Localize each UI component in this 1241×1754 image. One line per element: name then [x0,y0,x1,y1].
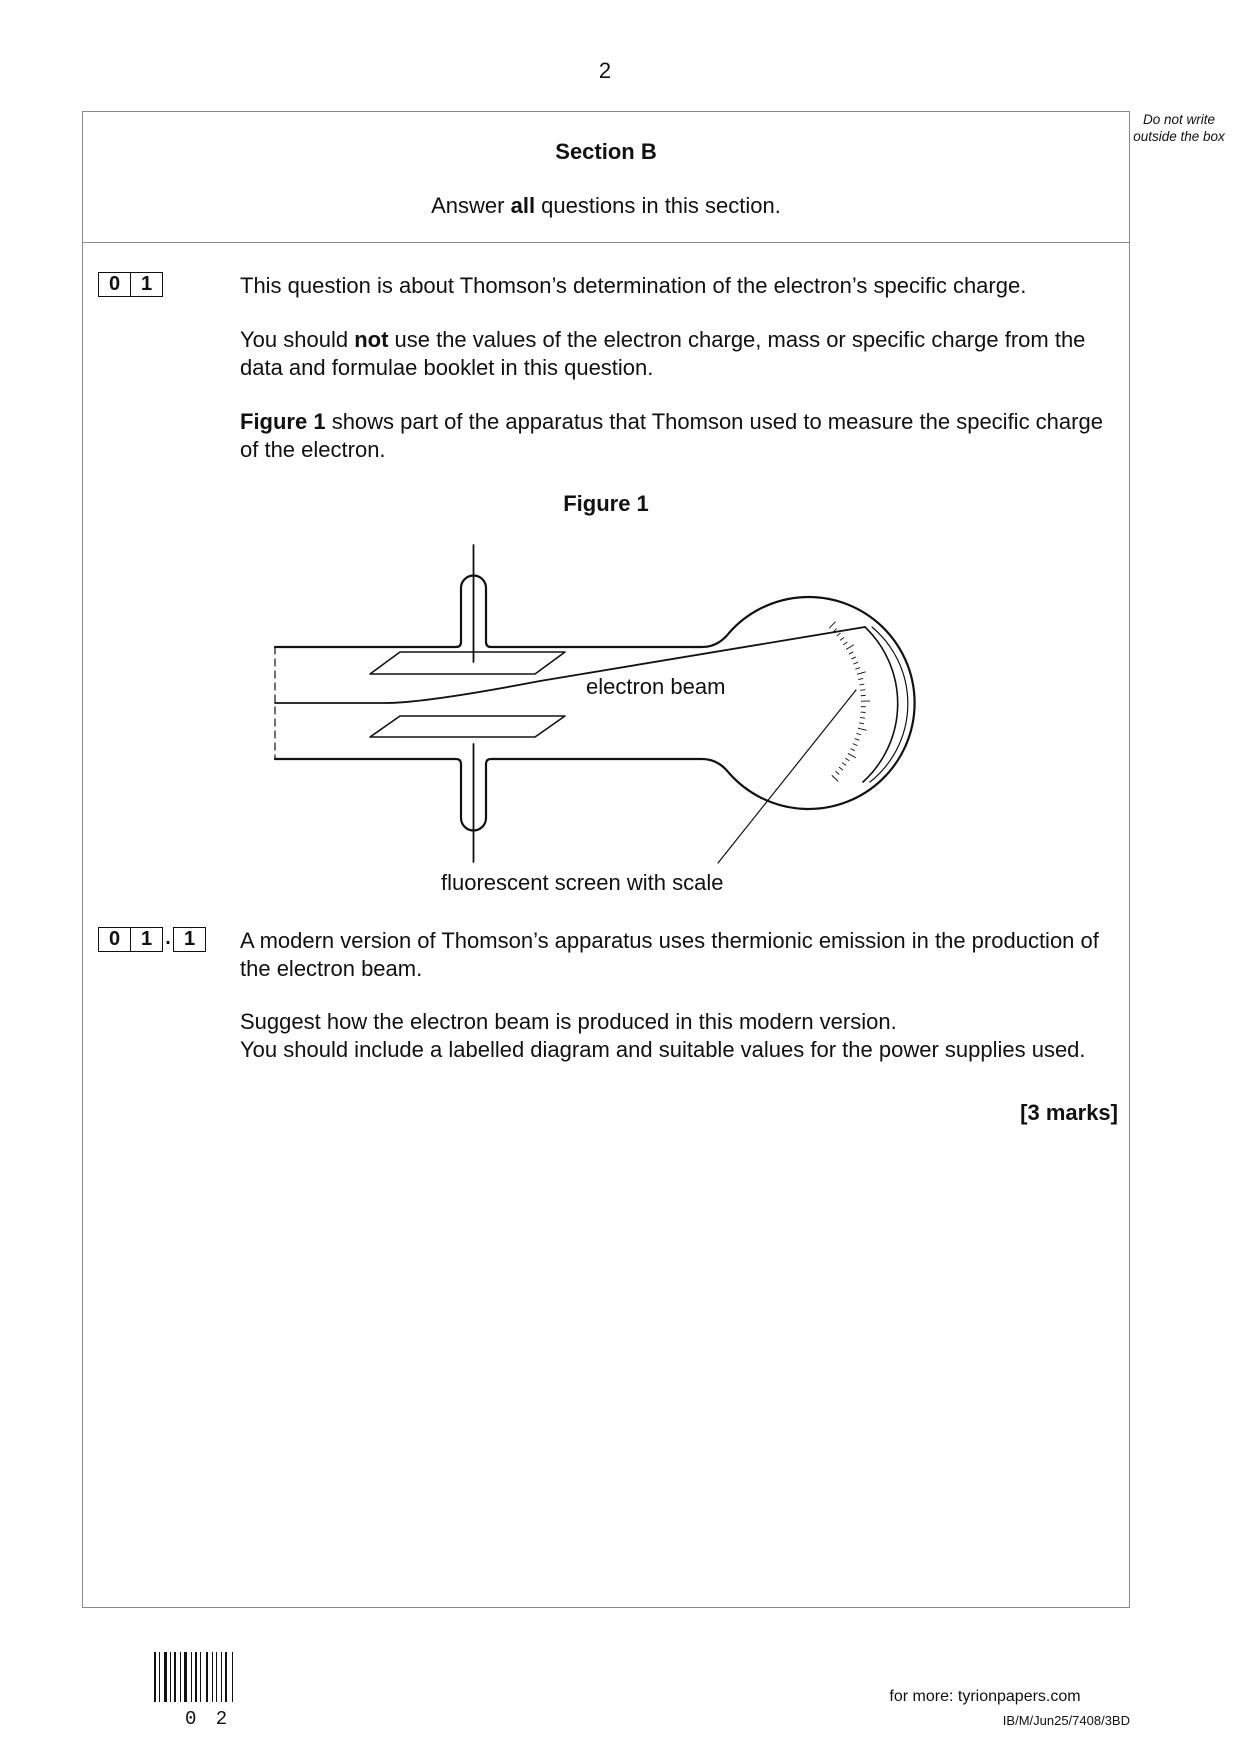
electron-beam-path [275,627,865,703]
note-emphasis: not [354,327,389,352]
barcode-bar [170,1652,171,1702]
scale-tick [857,672,866,674]
barcode-bar [164,1652,167,1702]
scale-tick [832,775,838,781]
scale-tick [850,749,854,751]
scale-tick [840,637,844,640]
barcode-bar [159,1652,160,1702]
scale-tick [848,753,856,757]
instruction-emphasis: all [510,193,536,218]
footer-reference: IB/M/Jun25/7408/3BD [1002,1713,1130,1728]
question-01-1-task: Suggest how the electron beam is produced in this modern version. [240,1009,897,1034]
lower-deflection-plate [370,716,565,737]
scale-tick [860,717,865,718]
barcode-bar [180,1652,181,1702]
note-text-start: You should [240,327,355,352]
scale-tick [856,733,861,734]
figure-title: Figure 1 [563,491,649,516]
scale-tick [842,763,846,766]
scale-tick [851,657,856,659]
figure-reference-text: shows part of the apparatus that Thomson used to measure the specific charge of the electron. [240,409,1103,462]
barcode-bar [154,1652,156,1702]
scale-tick [860,690,865,691]
question-digit: 0 [98,272,131,297]
instruction-text-end: questions in this section. [535,193,781,218]
barcode-bar [216,1652,217,1702]
section-instruction [82,193,1130,219]
page-number: 2 [598,58,612,83]
scale-tick [855,668,860,670]
thomson-apparatus-diagram [240,535,960,910]
question-digit: 0 [98,927,131,952]
question-01-figure-reference [240,408,1120,464]
scale-tick [846,645,854,650]
question-01-1-requirement: You should include a labelled diagram and suitable values for the power supplies used. [240,1037,1086,1062]
scale-tick [853,744,858,746]
question-digit: 1 [131,272,163,297]
question-01-intro: This question is about Thomson’s determination of the electron’s specific charge. [240,273,1027,298]
scale-tick [859,684,864,685]
note-text-end: use the values of the electron charge, mass or specific charge from the data and formulae booklet in this question. [240,327,1086,380]
footer-source-note: for more: tyrionpapers.com [889,1688,1081,1705]
barcode [152,1652,262,1702]
upper-deflection-plate [370,652,565,674]
scale-tick [858,728,867,730]
barcode-bar [191,1652,192,1702]
scale-tick [859,723,864,724]
question-number-01 [98,272,163,297]
scale-tick [855,739,860,741]
scale-tick [843,642,847,645]
question-separator: . [165,927,171,949]
section-title: Section B [555,139,657,164]
scale-tick [835,771,839,774]
barcode-bar [174,1652,176,1702]
scale-tick [849,652,853,654]
barcode-bar [212,1652,213,1702]
barcode-bar [195,1652,197,1702]
marks-allocation: [3 marks] [1020,1100,1118,1125]
barcode-number: 0 2 [185,1708,232,1730]
screen-scale-arc [870,627,908,782]
scale-tick [853,662,858,664]
margin-note: Do not write outside the box [1133,112,1225,144]
barcode-bar [200,1652,201,1702]
scale-tick [858,678,863,679]
scale-tick [845,758,849,761]
question-01-note [240,326,1120,382]
barcode-bar [221,1652,222,1702]
screen-label-pointer [718,690,856,863]
figure-reference-emphasis: Figure 1 [240,409,326,434]
instruction-text-start: Answer [431,193,511,218]
question-01-1-context: A modern version of Thomson’s apparatus uses thermionic emission in the production of the electron beam. [240,928,1099,981]
scale-tick [837,633,841,636]
electron-beam-label: electron beam [586,674,726,699]
question-number-01-1 [98,927,206,952]
barcode-bar [225,1652,227,1702]
fluorescent-screen-label: fluorescent screen with scale [441,870,724,895]
screen-scale-ticks [829,622,870,782]
question-digit: 1 [131,927,163,952]
scale-tick [829,622,835,628]
barcode-bar [184,1652,187,1702]
question-digit: 1 [173,927,206,952]
barcode-bar [232,1652,233,1702]
header-divider [82,242,1130,243]
scale-tick [839,767,843,770]
barcode-bar [206,1652,208,1702]
